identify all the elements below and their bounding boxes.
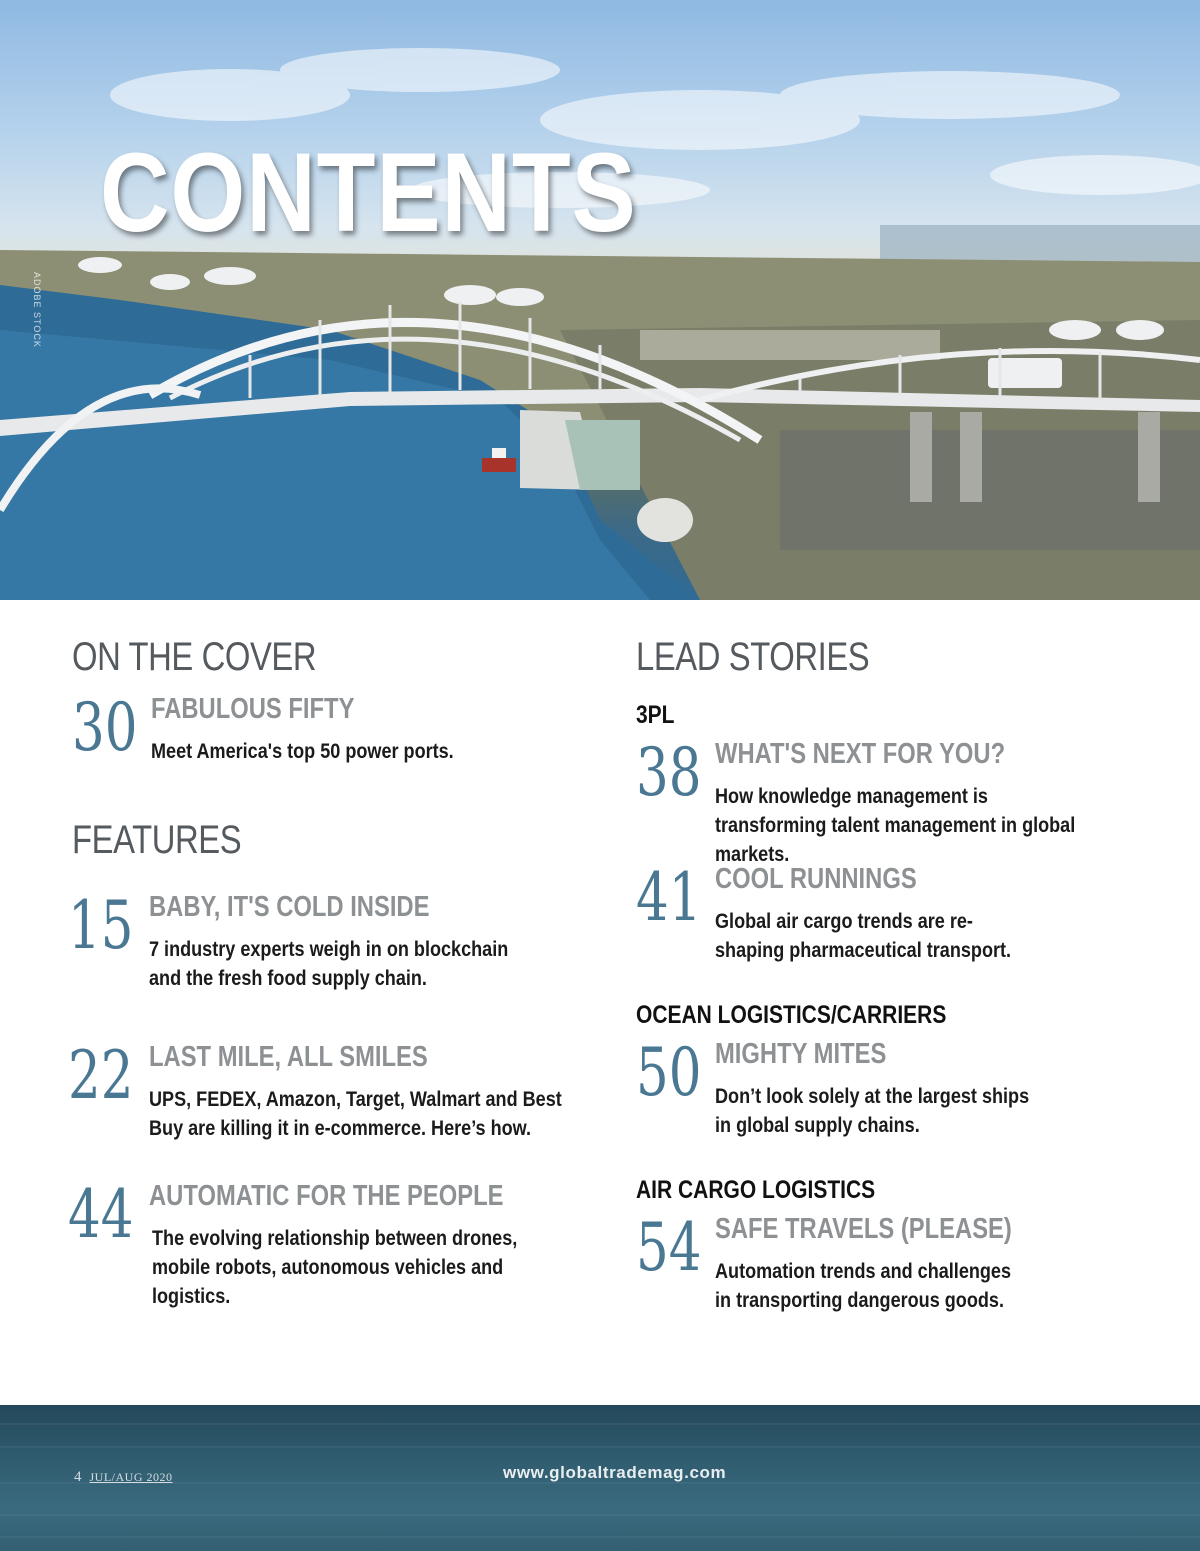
page-number: 30 (72, 689, 138, 766)
entry-description: Automation trends and challenges in transporting dangerous goods. (715, 1260, 1012, 1312)
lead-stories-heading: LEAD STORIES (636, 635, 870, 679)
entry-title: FABULOUS FIFTY (151, 693, 355, 725)
hero-photo (0, 0, 1200, 600)
photo-credit: ADOBE STOCK (32, 272, 42, 348)
entry-description: Don’t look solely at the largest ships in global supply chains. (715, 1085, 1030, 1137)
on-the-cover-heading: ON THE COVER (72, 635, 317, 679)
page-number: 38 (636, 734, 702, 811)
issue-date: JUL/AUG 2020 (89, 1470, 173, 1484)
page-number: 41 (636, 859, 702, 936)
entry-description: Global air cargo trends are re-shaping pharmaceutical transport. (715, 910, 1012, 962)
features-heading: FEATURES (72, 818, 242, 862)
entry-title: BABY, IT'S COLD INSIDE (149, 891, 430, 923)
category-air-cargo: AIR CARGO LOGISTICS (636, 1176, 876, 1204)
category-3pl: 3PL (636, 701, 675, 729)
bridge-port-illustration (0, 0, 1200, 600)
page-number: 50 (636, 1034, 702, 1111)
folio (74, 1469, 173, 1486)
entry-description: The evolving relationship between drones, mobile robots, autonomous vehicles and logistics. (152, 1227, 518, 1308)
website-link[interactable]: www.globaltrademag.com (503, 1463, 727, 1482)
entry-title: SAFE TRAVELS (PLEASE) (715, 1213, 1012, 1245)
entry-title: MIGHTY MITES (715, 1038, 887, 1070)
entry-description: 7 industry experts weigh in on blockchain and the fresh food supply chain. (149, 938, 509, 990)
entry-title: WHAT'S NEXT FOR YOU? (715, 738, 1006, 770)
contents-panel (0, 600, 1200, 1405)
page-number: 15 (68, 887, 134, 964)
entry-description: How knowledge management is transforming talent management in global markets. (715, 785, 1076, 866)
page-number-footer: 4 (74, 1469, 82, 1485)
page-number: 54 (636, 1209, 702, 1286)
page-number: 44 (68, 1176, 134, 1253)
contents-title: CONTENTS (100, 130, 637, 255)
entry-title: AUTOMATIC FOR THE PEOPLE (149, 1180, 504, 1212)
entry-title: COOL RUNNINGS (715, 863, 917, 895)
entry-title: LAST MILE, ALL SMILES (149, 1041, 428, 1073)
entry-description: Meet America's top 50 power ports. (151, 740, 454, 763)
category-ocean-logistics: OCEAN LOGISTICS/CARRIERS (636, 1001, 947, 1029)
entry-description: UPS, FEDEX, Amazon, Target, Walmart and Best Buy are killing it in e-commerce. Here’s how. (149, 1088, 562, 1140)
footer-water (0, 1405, 1200, 1551)
page-number: 22 (68, 1037, 134, 1114)
